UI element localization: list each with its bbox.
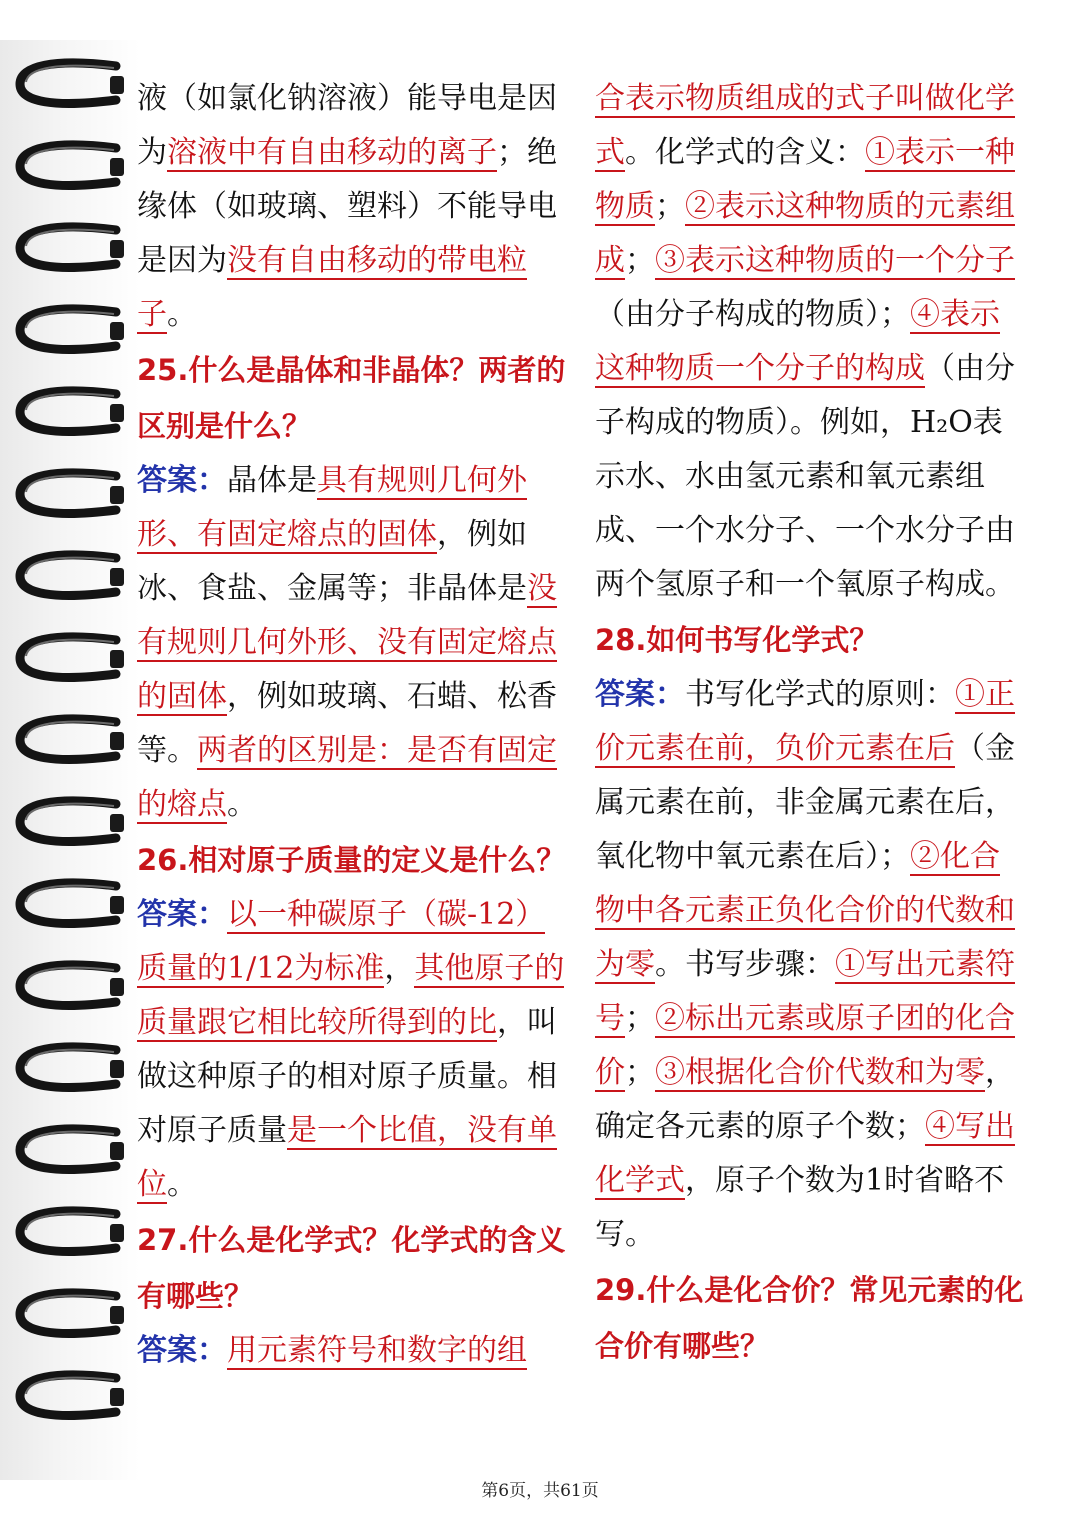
text: ，叫做这种原子的相对原子质量。相对原子质量: [137, 1005, 557, 1148]
answer-label: 答案：: [595, 677, 685, 712]
question-26: 26.相对原子质量的定义是什么？: [137, 843, 566, 877]
binding-ring: [14, 796, 126, 848]
answer-26: [137, 888, 567, 1212]
binding-ring: [14, 468, 126, 520]
binding-ring: [14, 1370, 126, 1422]
text: 晶体是: [227, 463, 317, 498]
highlight: 其他原子的质量跟它相比较所得到的比: [137, 951, 565, 1040]
intro-paragraph: [137, 72, 567, 342]
text: 。化学式的含义：: [625, 135, 865, 170]
highlight: 具有规则几何外形、有固定熔点的固体: [137, 463, 527, 552]
text: ；: [625, 243, 655, 278]
binding-ring: [14, 1288, 126, 1340]
text: ；: [625, 1055, 655, 1090]
binding-ring: [14, 878, 126, 930]
binding-ring: [14, 140, 126, 192]
left-column: [137, 72, 567, 1378]
highlight: 是一个比值，没有单位: [137, 1113, 557, 1202]
text: ，确定各元素的原子个数；: [595, 1055, 1015, 1144]
binding-ring: [14, 58, 126, 110]
question-25: 25.什么是晶体和非晶体？两者的区别是什么？: [137, 353, 566, 443]
highlight: ①正价元素在前，负价元素在后: [595, 677, 1015, 766]
text: ，例如冰、食盐、金属等；非晶体是: [137, 517, 527, 606]
binding-ring: [14, 304, 126, 356]
answer-label: 答案：: [137, 897, 227, 932]
highlight: ②化合物中各元素正负化合价的代数和为零: [595, 839, 1015, 982]
question-27: 27.什么是化学式？化学式的含义有哪些？: [137, 1223, 566, 1313]
binding-ring: [14, 632, 126, 684]
text: ，原子个数为1时省略不写。: [595, 1163, 1005, 1252]
question-29: 29.什么是化合价？常见元素的化合价有哪些？: [595, 1273, 1024, 1363]
highlight: ①写出元素符号: [595, 947, 1015, 1036]
highlight: ③根据化合价代数和为零: [655, 1055, 985, 1090]
answer-25: [137, 454, 567, 832]
text: （金属元素在前，非金属元素在后，氧化物中氧元素在后）；: [595, 731, 1015, 874]
page-number: 第6页，共61页: [481, 1481, 599, 1501]
binding-ring: [14, 960, 126, 1012]
binding-ring: [14, 1124, 126, 1176]
highlight: ③表示这种物质的一个分子: [655, 243, 1015, 278]
text: （由分子构成的物质）；: [595, 297, 910, 332]
highlight: 溶液中有自由移动的离子: [167, 135, 497, 170]
highlight: ①表示一种物质: [595, 135, 1015, 224]
text: （由分子构成的物质）。例如，H₂O表示水、水由氢元素和氧元素组成、一个水分子、一个水分子由两个氢原子和一个氧原子构成。: [595, 351, 1015, 602]
text: 。书写步骤：: [655, 947, 835, 982]
highlight: 两者的区别是：是否有固定的熔点: [137, 733, 557, 822]
binding-ring: [14, 1042, 126, 1094]
highlight: 以一种碳原子（碳-12）质量的1/12为标准: [137, 897, 546, 986]
text: 书写化学式的原则：: [685, 677, 955, 712]
text: ；绝缘体（如玻璃、塑料）不能导电是因为: [137, 135, 557, 278]
answer-28: [595, 668, 1025, 1262]
binding-ring: [14, 714, 126, 766]
text: ，例如玻璃、石蜡、松香等。: [137, 679, 557, 768]
text: 。: [167, 1167, 197, 1202]
answer-27: [137, 1324, 567, 1378]
highlight: 用元素符号和数字的组: [227, 1333, 527, 1368]
binding-ring: [14, 386, 126, 438]
spiral-binding: [0, 40, 140, 1480]
text: ；: [625, 1001, 655, 1036]
highlight: ②标出元素或原子团的化合价: [595, 1001, 1015, 1090]
binding-ring: [14, 1206, 126, 1258]
highlight: 没有自由移动的带电粒子: [137, 243, 527, 332]
question-28: 28.如何书写化学式？: [595, 623, 879, 657]
highlight: 没有规则几何外形、没有固定熔点的固体: [137, 571, 557, 714]
text: ，: [384, 951, 415, 986]
binding-ring: [14, 222, 126, 274]
highlight: 合表示物质组成的式子叫做化学式: [595, 81, 1015, 170]
text: 液（如氯化钠溶液）能导电是因为: [137, 81, 557, 170]
text: 。: [167, 297, 197, 332]
answer-label: 答案：: [137, 463, 227, 498]
answer-label: 答案：: [137, 1333, 227, 1368]
right-column: [595, 72, 1025, 1374]
binding-ring: [14, 550, 126, 602]
text: ；: [655, 189, 685, 224]
highlight: ④写出化学式: [595, 1109, 1015, 1198]
highlight: ④表示这种物质一个分子的构成: [595, 297, 1000, 386]
answer-27-continued: [595, 72, 1025, 612]
highlight: ②表示这种物质的元素组成: [595, 189, 1015, 278]
text: 。: [227, 787, 257, 822]
